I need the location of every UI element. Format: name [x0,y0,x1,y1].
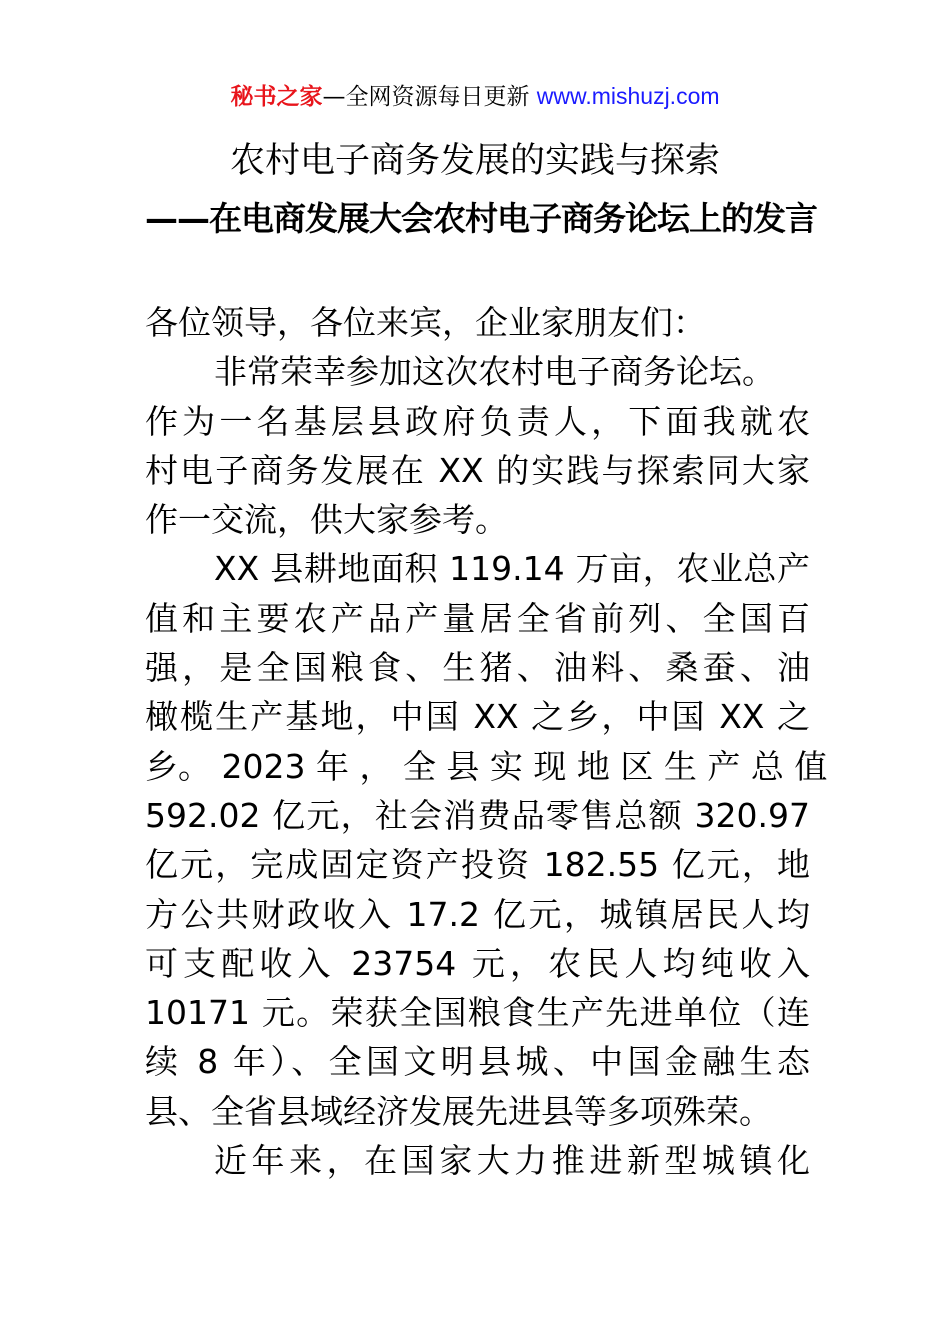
paragraph-line: 非常荣幸参加这次农村电子商务论坛。 [214,352,775,392]
document-subtitle: ——在电商发展大会农村电子商务论坛上的发言 [145,199,817,238]
paragraph-line: 乡。 2023 年 ， 全 县 实 现 地 区 生 产 总 值 [145,746,828,786]
paragraph-line: 作为一名基层县政府负责人，下面我就农 [145,401,810,441]
paragraph-line: 橄榄生产基地，中国 XX 之乡，中国 XX 之 [145,697,810,737]
paragraph-line: 县、全省县域经济发展先进县等多项殊荣。 [145,1091,772,1131]
paragraph-line: XX 县耕地面积 119.14 万亩，农业总产 [214,549,810,589]
document-title: 农村电子商务发展的实践与探索 [229,141,720,181]
brand-name: 秘书之家 [230,84,323,110]
paragraph-line: 作一交流，供大家参考。 [145,500,508,540]
site-header [0,80,950,113]
paragraph-line: 592.02 亿元，社会消费品零售总额 320.97 [145,795,810,835]
paragraph-line: 方公共财政收入 17.2 亿元，城镇居民人均 [145,894,810,934]
header-tagline: —全网资源每日更新 [322,84,530,110]
document-body [145,298,828,1185]
paragraph-line: 近年来，在国家大力推进新型城镇化 [214,1141,810,1181]
paragraph-line: 村电子商务发展在 XX 的实践与探索同大家 [145,450,810,490]
salutation-line: 各位领导，各位来宾，企业家朋友们： [145,303,706,342]
paragraph-line: 续 8 年）、全国文明县城、中国金融生态 [145,1042,810,1082]
paragraph-line: 强，是全国粮食、生猪、油料、桑蚕、油 [145,648,810,688]
paragraph-line: 亿元，完成固定资产投资 182.55 亿元，地 [145,845,810,885]
paragraph-line: 可支配收入 23754 元，农民人均纯收入 [145,943,810,983]
site-url-link[interactable]: www.mishuzj.com [536,83,720,109]
paragraph-line: 值和主要农产品产量居全省前列、全国百 [145,598,810,638]
paragraph-line: 10171 元。荣获全国粮食生产先进单位（连 [145,993,810,1033]
